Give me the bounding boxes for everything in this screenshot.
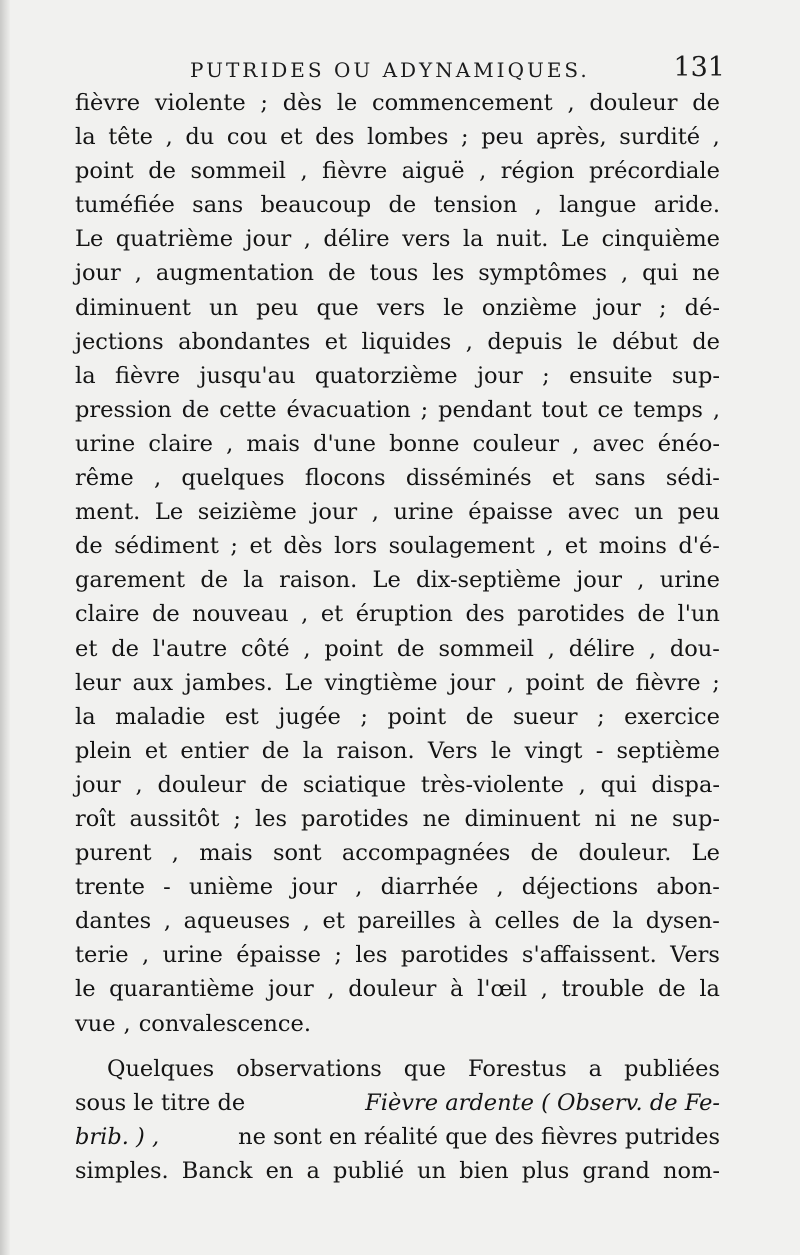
text-line: diminuent un peu que vers le onzième jour ; dé-: [75, 294, 720, 321]
text-line: Quelques observations que Forestus a publiées: [107, 1055, 720, 1082]
text-line: fièvre violente ; dès le commencement , douleur de: [75, 90, 720, 116]
paragraph-2: [75, 1052, 720, 1188]
text-line: de sédiment ; et dès lors soulagement , et moins d'é-: [75, 533, 720, 560]
text-line: point de sommeil , fièvre aiguë , région précordiale: [75, 158, 720, 185]
page-header: [75, 52, 725, 88]
text-line: pression de cette évacuation ; pendant tout ce temps ,: [75, 396, 720, 423]
text-line: le quarantième jour , douleur à l'œil , trouble de la: [75, 976, 720, 1003]
page-body: [75, 86, 720, 1188]
text-line: terie , urine épaisse ; les parotides s'affaissent. Vers: [75, 942, 720, 969]
paragraph-gap: [75, 1041, 720, 1052]
italic-title: Fièvre ardente ( Observ. de Fe-: [365, 1089, 720, 1116]
text-line: dantes , aqueuses , et pareilles à celles de la dysen-: [75, 908, 720, 935]
text-line: leur aux jambes. Le vingtième jour , point de fièvre ;: [75, 669, 720, 696]
text-line: et de l'autre côté , point de sommeil , délire , dou-: [75, 635, 720, 662]
text-line: claire de nouveau , et éruption des parotides de l'un: [75, 601, 720, 628]
text-line: ment. Le seizième jour , urine épaisse avec un peu: [75, 499, 720, 526]
text-line: jour , douleur de sciatique très-violente , qui dispa-: [75, 771, 720, 798]
text-line: plein et entier de la raison. Vers le vingt - septième: [75, 737, 720, 764]
text-line: brib. ) , ne sont en réalité que des fièvres putrides: [75, 1120, 720, 1154]
text-line: jour , augmentation de tous les symptômes , qui ne: [75, 260, 720, 287]
text-line: Le quatrième jour , délire vers la nuit. Le cinquième: [75, 226, 720, 253]
text-line: la maladie est jugée ; point de sueur ; exercice: [75, 703, 720, 730]
text-line: tuméfiée sans beaucoup de tension , langue aride.: [75, 192, 720, 219]
text-line: vue , convalescence.: [75, 1010, 311, 1037]
text-line: sous le titre de Fièvre ardente ( Observ. de Fe-: [75, 1086, 720, 1120]
text-line: simples. Banck en a publié un bien plus grand nom-: [75, 1157, 720, 1184]
running-head: PUTRIDES OU ADYNAMIQUES.: [190, 58, 590, 82]
page-edge-shadow: [0, 0, 10, 1255]
text-line: trente - unième jour , diarrhée , déjections abon-: [75, 874, 720, 901]
paragraph-1: [75, 86, 720, 1041]
text-line: purent , mais sont accompagnées de douleur. Le: [75, 840, 720, 867]
text-line: urine claire , mais d'une bonne couleur , avec énéo-: [75, 430, 720, 457]
text-line: jections abondantes et liquides , depuis le début de: [75, 328, 720, 355]
text-line: garement de la raison. Le dix-septième jour , urine: [75, 567, 720, 594]
page-number: 131: [673, 52, 725, 83]
text-line: rême , quelques flocons disséminés et sans sédi-: [75, 465, 720, 492]
text-line: roît aussitôt ; les parotides ne diminuent ni ne sup-: [75, 805, 720, 832]
text-line: la tête , du cou et des lombes ; peu après, surdité ,: [75, 124, 720, 151]
text-line: la fièvre jusqu'au quatorzième jour ; ensuite sup-: [75, 362, 720, 389]
italic-title: brib. ) ,: [75, 1123, 160, 1150]
